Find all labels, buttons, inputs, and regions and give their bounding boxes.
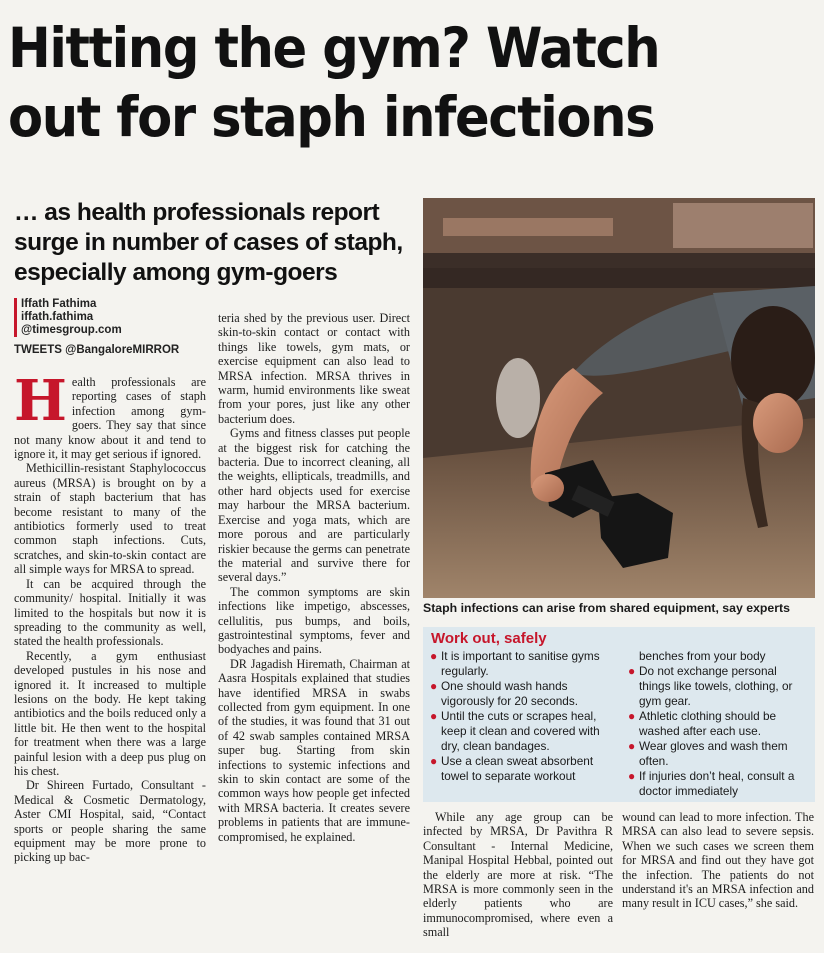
bullet-icon: ● bbox=[430, 709, 438, 723]
bullet-icon: ● bbox=[628, 769, 636, 783]
tips-box bbox=[423, 627, 815, 802]
bullet-icon: ● bbox=[628, 709, 636, 723]
body-paragraph: Gyms and fitness classes put people at the biggest risk for catching the bacteria. Due to incorrect cleaning, all the weights, ellipticals, treadmills, and other hard objects used for exercise may harbour the MRSA bacterium. Exercise and yoga mats, which are more porous and are particularly riskier because the germs can penetrate the material and survive there for several days.” bbox=[218, 426, 410, 585]
body-paragraph: wound can lead to more infection. The MRSA can also lead to severe sepsis. When we such cases we screen them for MRSA and find out they have got the infection. The patients do not understand it's an MRSA infection and many result in ICU cases,” she said. bbox=[622, 810, 814, 911]
gym-photo bbox=[423, 198, 815, 598]
tip-item: ● Until the cuts or scrapes heal, keep it clean and covered with dry, clean bandages. bbox=[430, 709, 600, 753]
tip-item: ● If injuries don’t heal, consult a doctor immediately bbox=[628, 769, 795, 798]
body-paragraph: Dr Shireen Furtado, Consultant - Medical & Cosmetic Dermatology, Aster CMI Hospital, said, “Contact sports or people sharing the same equipment may be more prone to picking up bac- bbox=[14, 778, 206, 865]
headline: Hitting the gym? Watch out for staph infections bbox=[8, 16, 660, 149]
body-paragraph: The common symptoms are skin infections like impetigo, abscesses, cellulitis, pus bumps, and boils, gastrointestinal symptoms, fever and bodyaches and pains. bbox=[218, 584, 410, 657]
photo-caption: Staph infections can arise from shared equipment, say experts bbox=[423, 601, 790, 615]
deck-subheadline: … as health professionals report surge in number of cases of staph, especially among gym-goers bbox=[14, 199, 403, 286]
body-paragraph: While any age group can be infected by MRSA, Dr Pavithra R Consultant - Internal Medicine, Manipal Hospital Hebbal, pointed out the elderly are more at risk. “The MRSA is more commonly seen in the elderly patients who are immunocompromised, where even a small bbox=[423, 810, 613, 940]
bullet-icon: ● bbox=[430, 649, 438, 663]
bullet-icon: ● bbox=[628, 739, 636, 753]
bullet-icon: ● bbox=[430, 754, 438, 768]
twitter-handle: TWEETS @BangaloreMIRROR bbox=[14, 344, 180, 356]
woman-pushup-dumbbell-illustration bbox=[423, 198, 815, 598]
bullet-icon: ● bbox=[430, 679, 438, 693]
author-email-line1: iffath.fathima bbox=[21, 311, 94, 323]
body-paragraph: Methicillin-resistant Staphylococcus aureus (MRSA) is brought on by a strain of staph bacterium that has become resistant to many of the antibiotics formerly used to treat common staph infections. Cuts, scratches, and skin-to-skin contact are all simple ways for MRSA to spread. bbox=[14, 461, 206, 577]
body-paragraph: DR Jagadish Hiremath, Chairman at Aasra Hospitals explained that studies have identified MRSA in swabs collected from gym equipment. In one of the studies, it was found that 31 out of 42 swab samples contained MRSA super bug. Starting from skin infections to systemic infections and skin to skin contact are some of the common ways how people get infected with MRSA bacteria. It creates severe problems in patients that are immune- compromised, he explained. bbox=[218, 656, 410, 844]
body-column-4 bbox=[622, 810, 814, 911]
tip-item: ● It is important to sanitise gyms regularly. bbox=[430, 649, 600, 678]
tip-item: ● One should wash hands vigorously for 20 seconds. bbox=[430, 679, 579, 708]
tips-list-left bbox=[429, 649, 612, 784]
body-paragraph: Health professionals are reporting cases of staph infection among gym-goers. They say that since not many know about it and tend to ignore it, it may get serious if ignored. bbox=[14, 368, 206, 462]
tip-item: ● Athletic clothing should be washed after each use. bbox=[628, 709, 777, 738]
byline bbox=[14, 298, 204, 357]
tips-box-title: Work out, safely bbox=[431, 630, 547, 647]
body-paragraph: Recently, a gym enthusiast developed pustules in his nose and ignored it. It increased to multiple lesions on the body. He kept taking antibiotics and the boils reduced only a little bit. He then went to the hospital for treatment when there was a large painful lesion with a deep pus plug on his chest. bbox=[14, 648, 206, 778]
tip-item: ● Wear gloves and wash them often. bbox=[628, 739, 788, 768]
tip-item: ● Do not exchange personal things like towels, clothing, or gym gear. bbox=[628, 664, 793, 708]
bullet-icon: ● bbox=[628, 664, 636, 678]
author-name: Iffath Fathima bbox=[21, 298, 97, 310]
drop-cap: H bbox=[14, 368, 67, 434]
tip-item: ● Use a clean sweat absorbent towel to separate workout bbox=[430, 754, 594, 783]
body-paragraph: It can be acquired through the community/ hospital. Initially it was limited to the hospitals but now it is spreading to the community as well, stated the health professionals. bbox=[14, 576, 206, 649]
byline-name-block bbox=[14, 298, 204, 337]
body-column-1 bbox=[14, 368, 206, 865]
tip-item-continuation: benches from your body bbox=[639, 649, 766, 663]
author-email-line2: @timesgroup.com bbox=[21, 324, 122, 336]
body-column-3 bbox=[423, 810, 613, 940]
body-column-2 bbox=[218, 311, 410, 844]
body-paragraph: teria shed by the previous user. Direct skin-to-skin contact or contact with things like towels, gym mats, or exercise equipment can also lead to MRSA infection. MRSA thrives in warm, humid environments like sweat from your pores, just like any other bacterium does. bbox=[218, 311, 410, 426]
tips-list-right bbox=[627, 649, 810, 799]
